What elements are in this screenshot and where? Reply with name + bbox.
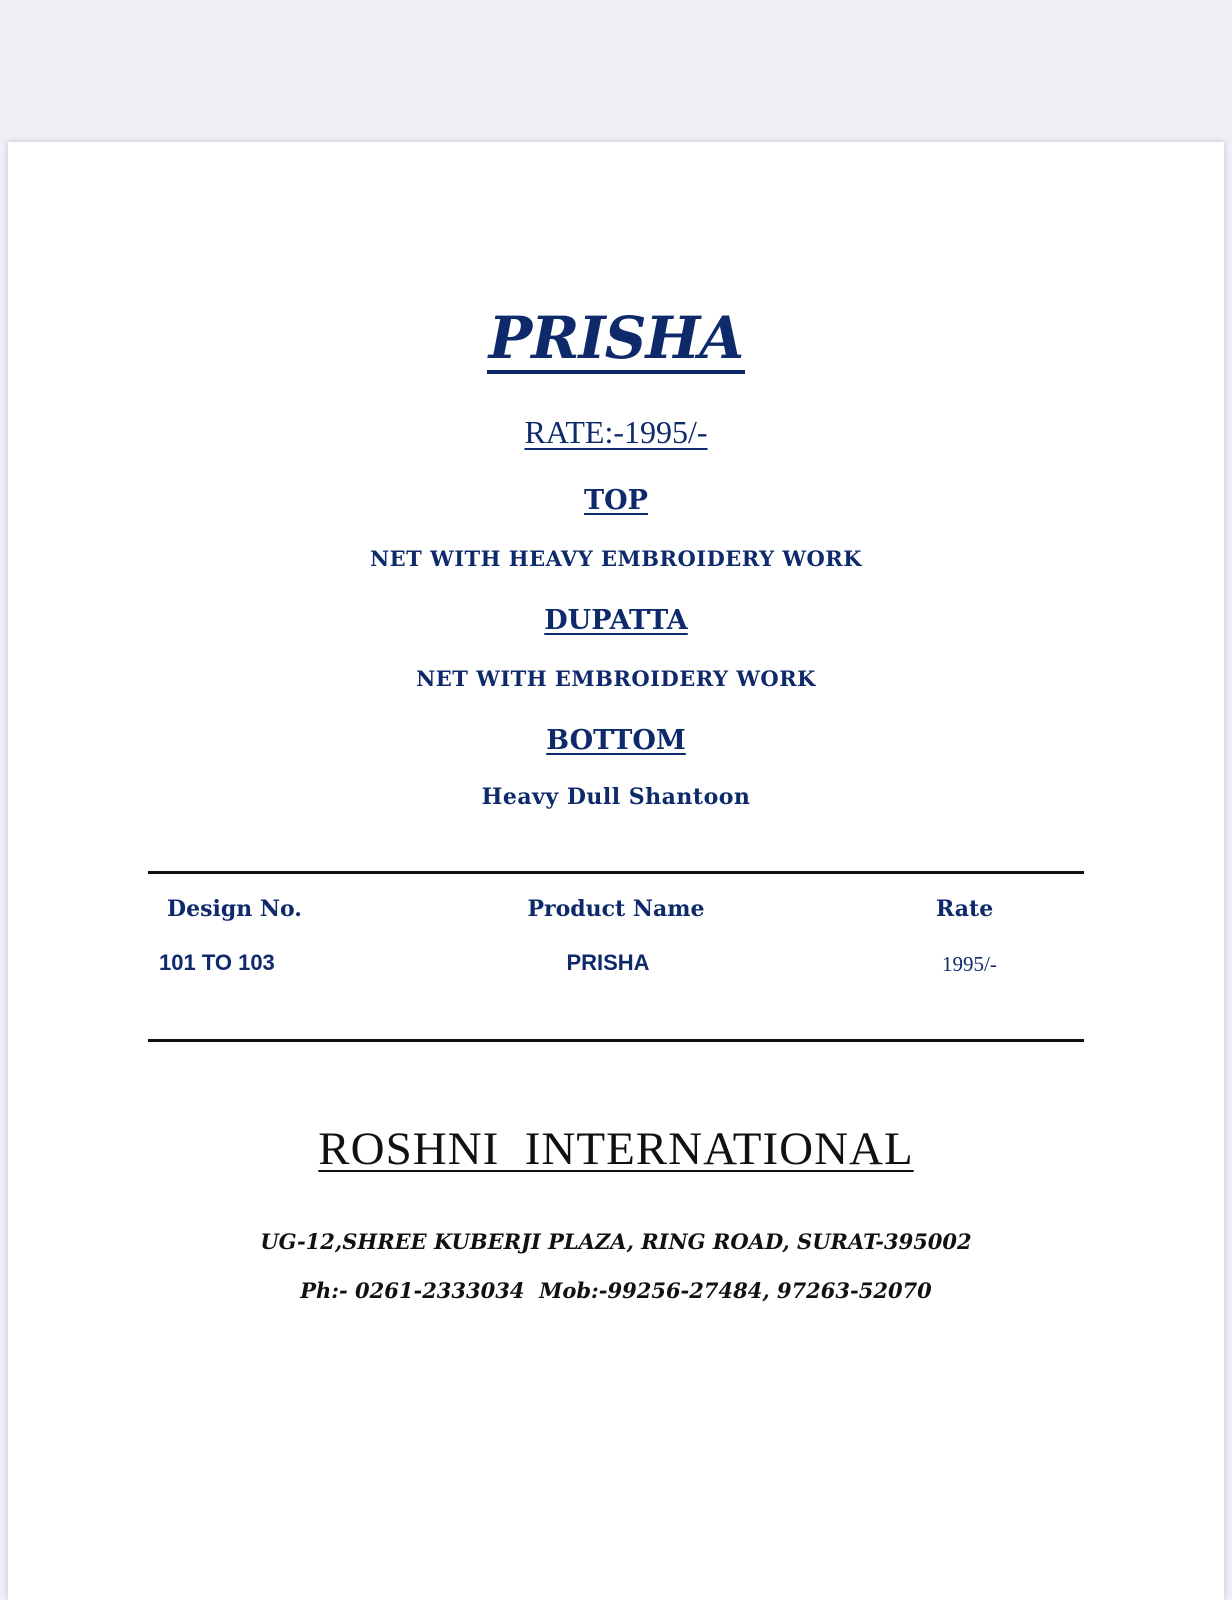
section-heading-dupatta (8, 605, 1224, 636)
table-cell-rate: 1995/- (942, 952, 997, 976)
section-heading-bottom (8, 725, 1224, 756)
section-text-bottom: Heavy Dull Shantoon (481, 784, 751, 810)
section-heading-bottom-text: BOTTOM (546, 725, 686, 756)
table-header-rate: Rate (936, 896, 994, 922)
section-text-top: NET WITH HEAVY EMBROIDERY WORK (369, 546, 862, 571)
table-header-design-no: Design No. (167, 896, 302, 922)
section-text-dupatta: NET WITH EMBROIDERY WORK (416, 666, 816, 691)
section-heading-top-text: TOP (584, 485, 648, 516)
company-name (8, 1122, 1224, 1176)
company-phone: Ph:- 0261-2333034 Mob:-99256-27484, 97263-52070 (300, 1278, 932, 1303)
table-top-divider (148, 871, 1084, 874)
section-heading-dupatta-text: DUPATTA (544, 605, 688, 636)
section-heading-top (8, 485, 1224, 516)
table-bottom-divider (148, 1039, 1084, 1042)
brand-title (8, 304, 1224, 374)
table-cell-product-name: PRISHA (566, 950, 650, 975)
rate-text: RATE:-1995/- (524, 414, 708, 450)
rate-line (8, 414, 1224, 451)
document-page (8, 142, 1224, 1600)
brand-title-text: PRISHA (488, 304, 744, 372)
table-header-product-name: Product Name (527, 896, 705, 922)
table-cell-design-no: 101 TO 103 (159, 950, 275, 975)
company-address: UG-12,SHREE KUBERJI PLAZA, RING ROAD, SURAT-395002 (260, 1229, 972, 1254)
company-name-text: ROSHNI INTERNATIONAL (318, 1123, 914, 1175)
